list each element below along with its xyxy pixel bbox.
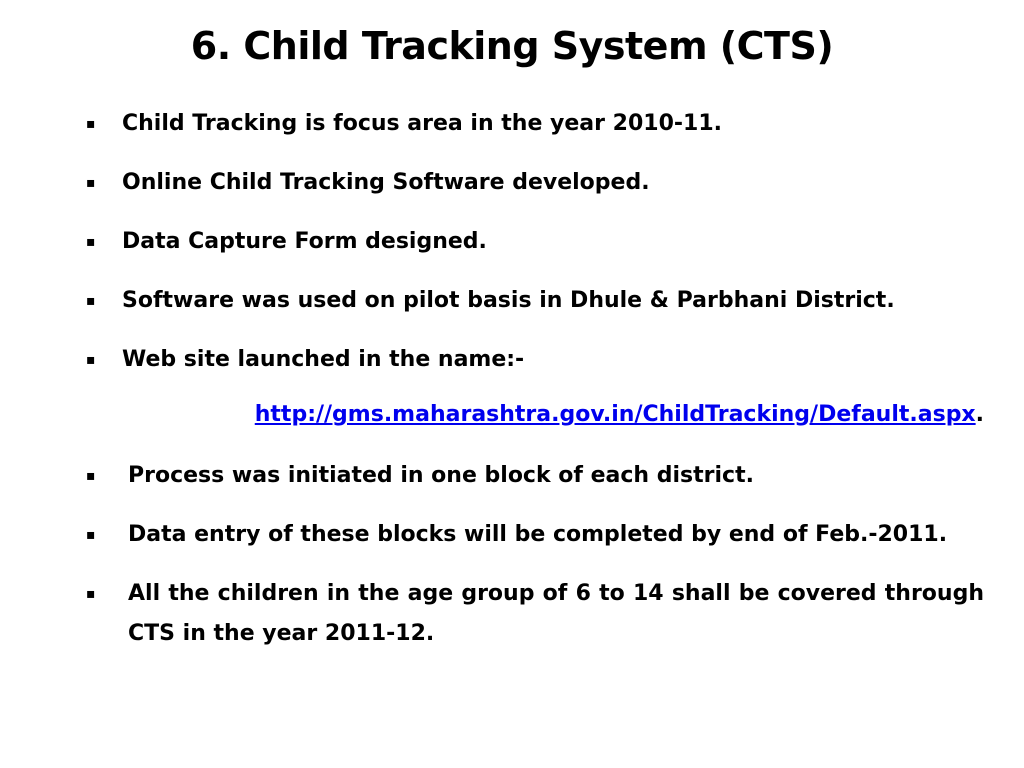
square-bullet-icon: ▪ xyxy=(86,116,96,132)
website-link[interactable]: http://gms.maharashtra.gov.in/ChildTracking/Default.aspx xyxy=(254,402,976,427)
bullet-text: Data entry of these blocks will be completed by end of Feb.-2011. xyxy=(128,522,948,547)
bullet-focus-area xyxy=(86,104,984,144)
bullet-text: Web site launched in the name:- xyxy=(122,347,525,372)
bullet-software xyxy=(86,163,984,203)
bullet-text: Child Tracking is focus area in the year 2010-11. xyxy=(122,111,722,136)
square-bullet-icon: ▪ xyxy=(86,468,96,484)
bullet-text: Data Capture Form designed. xyxy=(122,229,487,254)
square-bullet-icon: ▪ xyxy=(86,586,96,602)
square-bullet-icon: ▪ xyxy=(86,175,96,191)
slide-title: 6. Child Tracking System (CTS) xyxy=(190,24,834,68)
square-bullet-icon: ▪ xyxy=(86,527,96,543)
bullet-list xyxy=(86,104,984,673)
bullet-text: Software was used on pilot basis in Dhule & Parbhani District. xyxy=(122,288,895,313)
bullet-text: All the children in the age group of 6 to 14 shall be covered through CTS in the year 2011-12. xyxy=(128,581,984,646)
website-link-line xyxy=(86,395,984,435)
bullet-pilot xyxy=(86,281,984,321)
square-bullet-icon: ▪ xyxy=(86,293,96,309)
link-trailing-period: . xyxy=(975,402,984,427)
square-bullet-icon: ▪ xyxy=(86,234,96,250)
bullet-form xyxy=(86,222,984,262)
bullet-text: Online Child Tracking Software developed. xyxy=(122,170,650,195)
bullet-process xyxy=(86,456,984,496)
bullet-text: Process was initiated in one block of each district. xyxy=(128,463,754,488)
bullet-website xyxy=(86,340,984,380)
bullet-data-entry xyxy=(86,515,984,555)
bullet-coverage xyxy=(86,574,984,654)
square-bullet-icon: ▪ xyxy=(86,352,96,368)
